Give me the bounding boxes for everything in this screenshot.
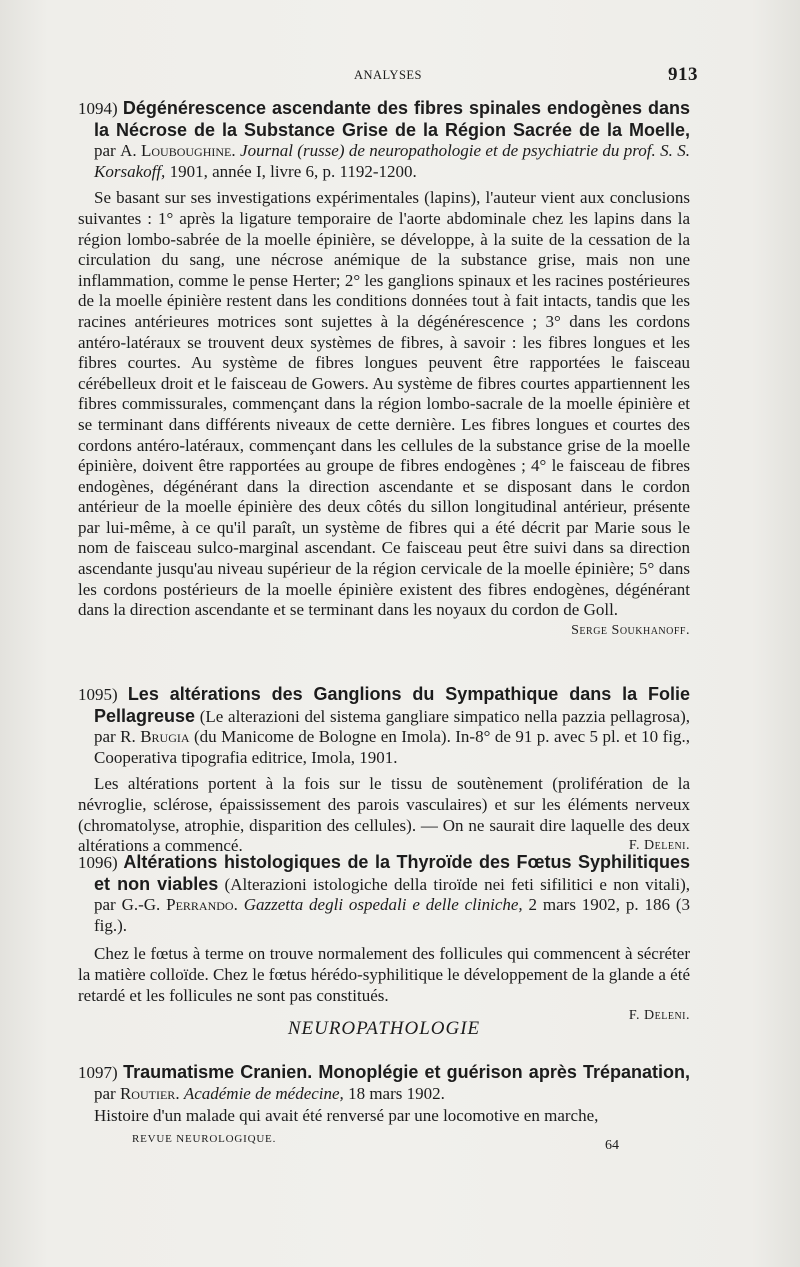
entry-journal: Gazzetta degli ospedali e delle cliniche,	[243, 895, 523, 915]
entry-signature: F. Deleni.	[628, 1008, 690, 1024]
entry-signature: F. Deleni.	[628, 838, 690, 854]
entry-signature: Serge Soukhanoff.	[571, 622, 690, 638]
entry-heading: 1094) Dégénérescence ascendante des fibres spinales endogènes dans la Nécrose de la Substance Grise de la Région Sacrée de la Moelle, par A. Louboughine. Journal (russe) de neuropathologie et de psychiatrie du prof. S. S. Korsakoff, 1901, année I, livre 6, p. 1192-1200.	[78, 98, 691, 181]
running-title: ANALYSES	[353, 68, 423, 82]
entry-author: G.-G. Perrando	[121, 895, 234, 915]
entry-1096	[78, 852, 690, 1024]
entry-journal: Journal (russe) de neuropathologie et de psychiatrie du prof. S. S. Korsakoff,	[94, 141, 691, 181]
entry-title: Altérations histologiques de la Thyroïde des Fœtus Syphilitiques et non viables	[94, 852, 690, 894]
entry-author: R. Brugia	[120, 727, 190, 747]
entry-author: A. Louboughine	[120, 141, 232, 161]
entry-number: 1096)	[78, 853, 118, 872]
entry-heading: 1096) Altérations histologiques de la Thyroïde des Fœtus Syphilitiques et non viables (Alterazioni istologiche della tiroïde nei feti sifilitici e non vitali), par G.-G. Perrando. Gazzetta degli ospedali e delle cliniche, 2 mars 1902, p. 186 (3 fig.).	[78, 852, 690, 935]
entry-title: Les altérations des Ganglions du Sympathique dans la Folie Pellagreuse	[94, 684, 691, 726]
entry-paragraph: Se basant sur ses investigations expérimentales (lapins), l'auteur vient aux conclusions suivantes : 1° après la ligature temporaire de l'aorte abdominale chez les lapins dans la région lombo-sabrée de la moelle épinière, se développe, à la suite de la cessation de la circulation du sang, une nécrose anémique de la substance grise, mais non une inflammation, comme le pense Herter; 2° les ganglions spinaux et les racines postérieures de la moelle épinière restent dans les conditions données tout à fait intacts, tandis que les racines antérieures motrices sont sujettes à la dégénérescence ; 3° dans les cordons antéro-latéraux se trouvent deux systèmes de fibres, à savoir : les fibres longues et les fibres courtes. Au système de fibres longues peuvent être rapportées le faisceau cérébelleux droit et le faisceau de Gowers. Au système de fibres courtes appartiennent les fibres commissurales, commençant dans la région lombo-sacrale de la moelle épinière et se terminant dans différents niveaux de cette dernière. Les fibres longues et courtes des cordons antéro-latéraux, commençant dans les cellules de la substance grise de la moelle épinière, doivent être rapportées au groupe de fibres endogènes ; 4° le faisceau de fibres endogènes, dégénérant dans la direction ascendante et se disposant dans le cordon antérieur de la moelle épinière des deux côtés du sillon longitudinal antérieur, présente par lui-même, à ce qu'il paraît, un système de fibres qui a été décrit par Marie sous le nom de faisceau sulco-marginal ascendant. Ce faisceau peut être suivi dans sa direction ascendante jusqu'au niveau supérieur de la région cervicale de la moelle épinière; 5° dans les cordons postérieurs de la moelle épinière existent des fibres endogènes, dégénérant dans la direction ascendante et se terminant dans les noyaux du cordon de Goll. Serge Soukhanoff.	[78, 188, 690, 620]
entry-title: Traumatisme Cranien. Monoplégie et guérison après Trépanation,	[123, 1062, 690, 1082]
entry-paragraph: Chez le fœtus à terme on trouve normalement des follicules qui commencent à sécréter la matière colloïde. Chez le fœtus hérédo-syphilitique le développement de la glande a été retardé et les follicules ne sont pas constitués.	[78, 944, 690, 1005]
page-number: 913	[668, 64, 698, 85]
footer-journal: REVUE NEUROLOGIQUE.	[132, 1133, 277, 1145]
entry-title: Dégénérescence ascendante des fibres spinales endogènes dans la Nécrose de la Substance Grise de la Région Sacrée de la Moelle,	[94, 98, 691, 140]
entry-author: Routier	[119, 1083, 176, 1103]
entry-number: 1095)	[78, 685, 118, 704]
entry-number: 1097)	[78, 1063, 118, 1082]
entry-1094	[78, 98, 690, 641]
running-head	[78, 64, 698, 86]
entry-1097	[78, 1062, 690, 1127]
section-heading	[78, 1018, 690, 1040]
entry-1095	[78, 684, 690, 857]
entry-heading: 1097) Traumatisme Cranien. Monoplégie et guérison après Trépanation, par Routier. Académie de médecine, 18 mars 1902.	[78, 1062, 690, 1103]
entry-journal: Académie de médecine,	[183, 1083, 344, 1103]
entry-paragraph: Histoire d'un malade qui avait été renversé par une locomotive en marche,	[94, 1106, 599, 1126]
entry-heading: 1095) Les altérations des Ganglions du Sympathique dans la Folie Pellagreuse (Le alterazioni del sistema gangliare simpatico nella pazzia pellagrosa), par R. Brugia (du Manicome de Bologne en Imola). In-8° de 91 p. avec 5 pl. et 10 fig., Cooperativa tipografia editrice, Imola, 1901.	[78, 684, 691, 767]
footer-signature-mark: 64	[605, 1138, 619, 1153]
entry-paragraph: Les altérations portent à la fois sur le tissu de soutènement (prolifération de la névroglie, sclérose, épaississement des parois vasculaires) et sur les éléments nerveux (chromatolyse, atrophie, disparition des cellules). — On ne saurait dire laquelle des deux altérations a commencé. F. Deleni.	[78, 774, 690, 856]
entry-number: 1094)	[78, 99, 118, 118]
section-title: NEUROPATHOLOGIE	[287, 1018, 481, 1039]
